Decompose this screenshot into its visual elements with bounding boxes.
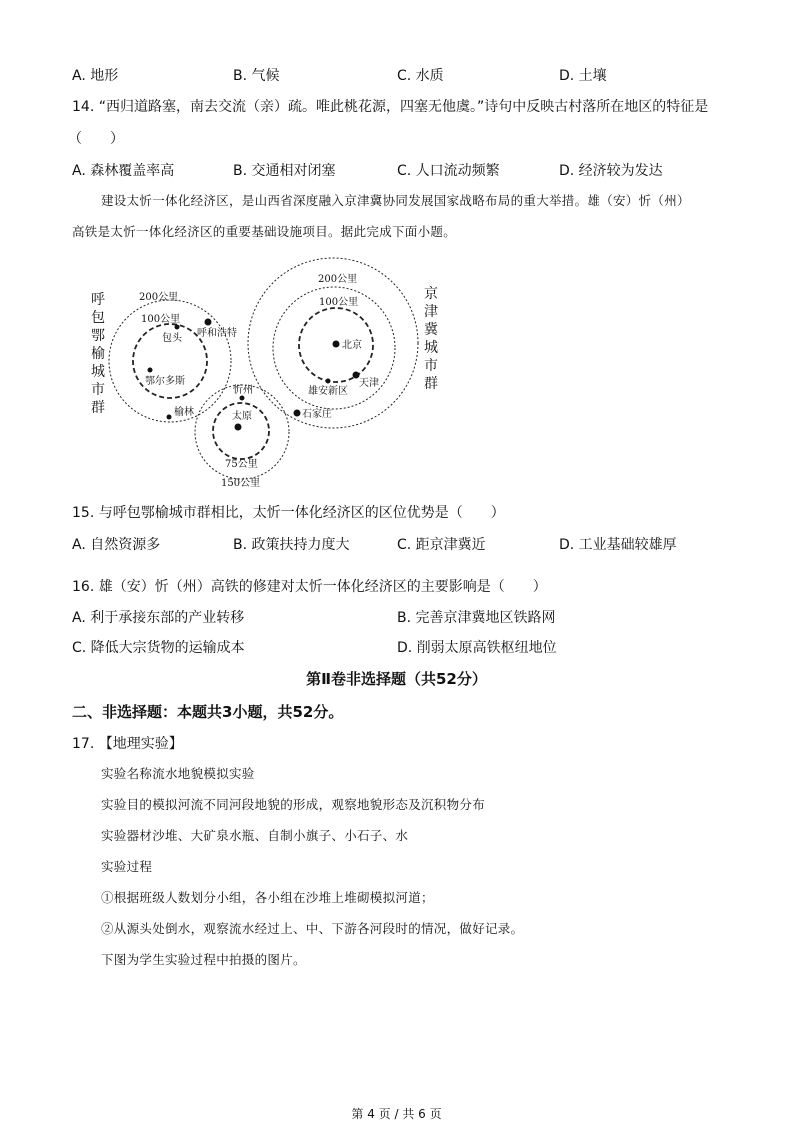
- q13-option-b: B. 气候: [233, 68, 280, 84]
- label-left-100km: 100公里: [141, 314, 181, 325]
- label-right-200km: 200公里: [318, 274, 358, 285]
- q14-option-d: D. 经济较为发达: [559, 163, 663, 179]
- left-cluster-label: 呼包鄂榆城市群: [91, 292, 105, 416]
- city-xinzhou: 忻州: [233, 385, 253, 396]
- q14-stem: 14. “西归道路塞，南去交流（亲）疏。唯此桃花源，四塞无他虞。”诗句中反映古村落所在地区的特征是: [72, 99, 709, 115]
- label-left-200km: 200公里: [139, 292, 179, 303]
- city-tianjin: 天津: [359, 378, 379, 389]
- q17-line: ①根据班级人数划分小组，各小组在沙堆上堆砌模拟河道；: [101, 890, 434, 905]
- city-hohhot: 呼和浩特: [197, 328, 237, 339]
- city-taiyuan: 太原: [232, 411, 252, 422]
- q14-option-a: A. 森林覆盖率高: [72, 163, 175, 179]
- section2-heading: 二、非选择题：本题共3小题，共52分。: [72, 703, 344, 721]
- q15-option-b: B. 政策扶持力度大: [233, 537, 350, 553]
- label-right-100km: 100公里: [319, 297, 359, 308]
- q13-option-c: C. 水质: [397, 68, 444, 84]
- q17-line: ②从源头处倒水，观察流水经过上、中、下游各河段时的情况，做好记录。: [101, 921, 524, 936]
- q14-option-b: B. 交通相对闭塞: [233, 163, 336, 179]
- q16-option-b: B. 完善京津冀地区铁路网: [397, 610, 556, 626]
- q16-option-c: C. 降低大宗货物的运输成本: [72, 640, 245, 656]
- q13-option-a: A. 地形: [72, 68, 119, 84]
- city-shijiazhuang: 石家庄: [302, 409, 332, 420]
- q17-line: 实验目的模拟河流不同河段地貌的形成，观察地貌形态及沉积物分布: [101, 797, 486, 812]
- q17-line: 实验过程: [101, 859, 153, 874]
- right-cluster-label: 京津冀城市群: [424, 286, 438, 392]
- city-xiongan: 雄安新区: [308, 386, 348, 397]
- city-beijing: 北京: [342, 340, 362, 351]
- q17-line: 实验名称流水地貌模拟实验: [101, 766, 255, 781]
- q16-option-d: D. 削弱太原高铁枢纽地位: [397, 640, 557, 656]
- section2-title: 第Ⅱ卷非选择题（共52分）: [306, 670, 487, 688]
- q16-stem: 16. 雄（安）忻（州）高铁的修建对太忻一体化经济区的主要影响是（ ）: [72, 579, 547, 595]
- q15-option-c: C. 距京津冀近: [397, 537, 486, 553]
- passage-line-2: 高铁是太忻一体化经济区的重要基础设施项目。据此完成下面小题。: [72, 224, 457, 239]
- city-yulin: 榆林: [174, 407, 194, 418]
- q15-option-d: D. 工业基础较雄厚: [559, 537, 677, 553]
- city-baotou: 包头: [162, 333, 182, 344]
- q13-option-d: D. 土壤: [559, 68, 607, 84]
- q15-option-a: A. 自然资源多: [72, 537, 161, 553]
- q15-stem: 15. 与呼包鄂榆城市群相比，太忻一体化经济区的区位优势是（ ）: [72, 505, 505, 521]
- city-ordos: 鄂尔多斯: [145, 376, 185, 387]
- passage-line-1: 建设太忻一体化经济区，是山西省深度融入京津冀协同发展国家战略布局的重大举措。雄（安）忻（州）: [101, 193, 690, 208]
- q17-title: 17. 【地理实验】: [72, 736, 183, 752]
- page-footer: 第 4 页 / 共 6 页: [351, 1107, 442, 1121]
- label-75km: 75公里: [225, 459, 258, 470]
- label-150km: 150公里: [221, 478, 261, 489]
- q16-option-a: A. 利于承接东部的产业转移: [72, 610, 245, 626]
- q14-blank: （ ）: [68, 131, 124, 147]
- q14-option-c: C. 人口流动频繁: [397, 163, 500, 179]
- q17-line: 实验器材沙堆、大矿泉水瓶、自制小旗子、小石子、水: [101, 828, 409, 843]
- q17-line: 下图为学生实验过程中拍摄的图片。: [101, 952, 306, 967]
